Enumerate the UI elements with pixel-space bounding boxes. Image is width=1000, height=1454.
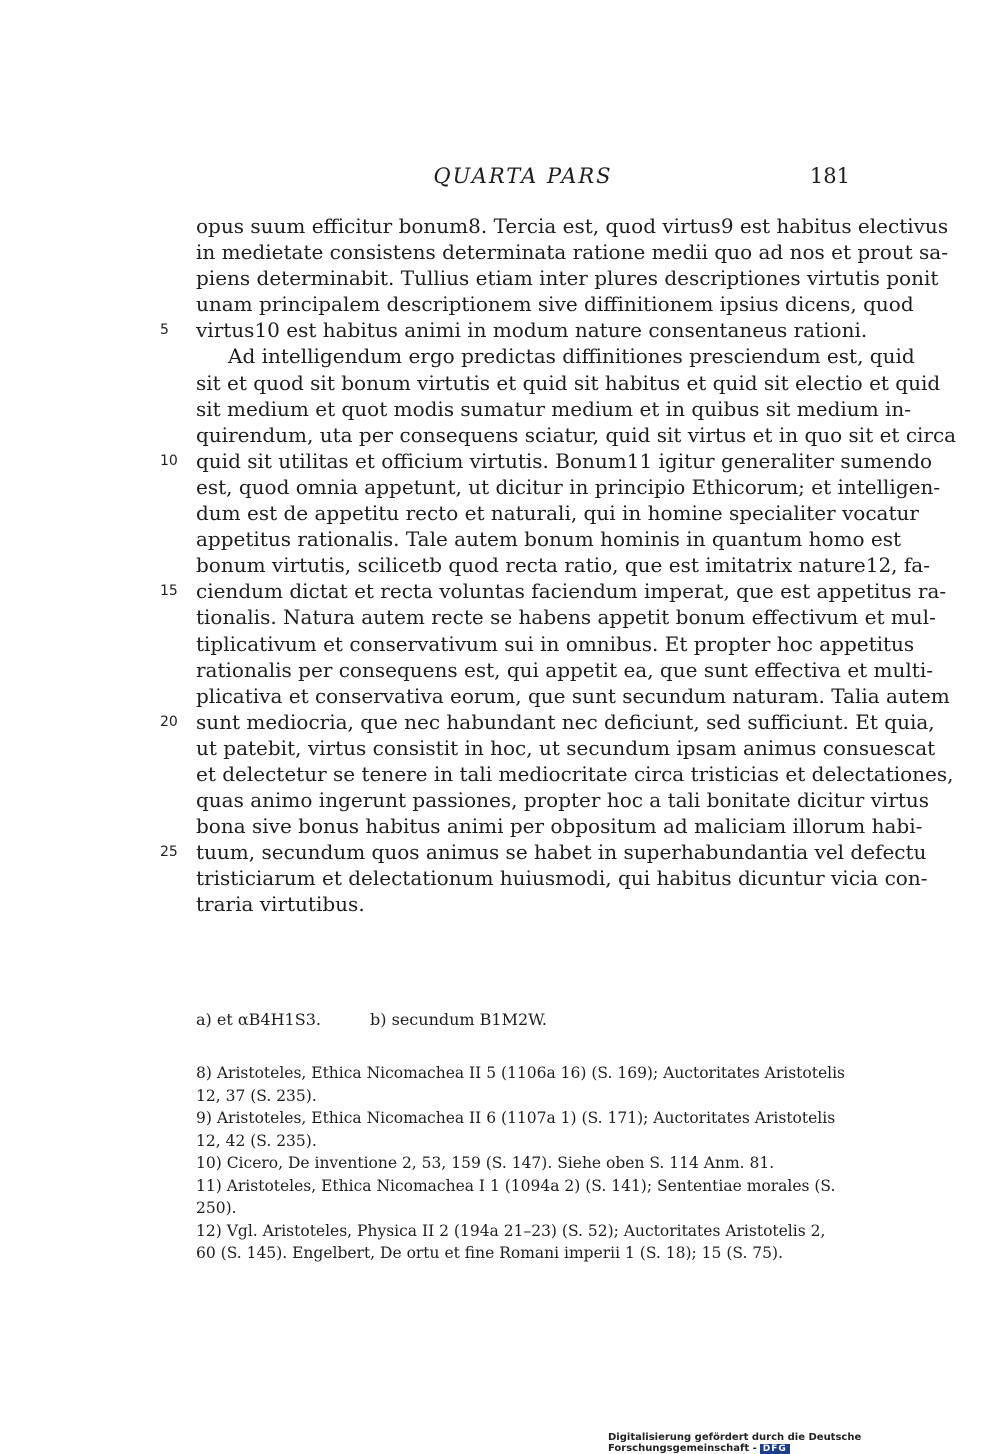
text-line: [196, 422, 957, 448]
line-text: tristiciarum et delectationum huiusmodi, qui habitus dicuntur vicia con-: [196, 866, 928, 891]
page-number: 181: [809, 164, 850, 188]
text-line: [196, 604, 936, 630]
line-text: tiplicativum et conservativum sui in omnibus. Et propter hoc appetitus: [196, 631, 915, 656]
main-text: [160, 213, 957, 918]
line-text: quid sit utilitas et officium virtutis. Bonum11 igitur generaliter sumendo: [196, 448, 933, 473]
line-text: rationalis per consequens est, qui appetit ea, que sunt effectiva et multi-: [196, 657, 933, 682]
text-line: [196, 552, 930, 578]
running-head: [196, 164, 850, 194]
text-line: [196, 396, 912, 422]
line-number: 25: [160, 844, 178, 861]
dfg-logo: DFG: [760, 1444, 790, 1454]
line-text: virtus10 est habitus animi in modum nature consentaneus rationi.: [196, 318, 868, 343]
line-text: et delectetur se tenere in tali mediocritate circa tristicias et delectationes,: [196, 761, 954, 786]
footnote: 10) Cicero, De inventione 2, 53, 159 (S. 147). Siehe oben S. 114 Anm. 81.: [196, 1154, 775, 1172]
text-line: [160, 317, 868, 343]
line-text: Ad intelligendum ergo predictas diffinitiones presciendum est, quid: [228, 344, 915, 369]
line-text: opus suum efficitur bonum8. Tercia est, quod virtus9 est habitus electivus: [196, 214, 949, 238]
line-text: sit et quod sit bonum virtutis et quid sit habitus et quid sit electio et quid: [196, 370, 941, 395]
text-line: [160, 448, 933, 474]
line-text: traria virtutibus.: [196, 892, 365, 917]
line-text: quas animo ingerunt passiones, propter hoc a tali bonitate dicitur virtus: [196, 788, 930, 813]
line-text: piens determinabit. Tullius etiam inter plures descriptiones virtutis ponit: [196, 266, 939, 291]
text-line: [196, 500, 919, 526]
running-title: QUARTA PARS: [433, 164, 613, 188]
line-text: unam principalem descriptionem sive diffinitionem ipsius dicens, quod: [196, 292, 914, 317]
line-text: est, quod omnia appetunt, ut dicitur in principio Ethicorum; et intelligen-: [196, 474, 941, 499]
text-line: [196, 683, 950, 709]
text-line: [196, 787, 930, 813]
footer-text: Digitalisierung gefördert durch die Deutsche Forschungsgemeinschaft -: [608, 1432, 862, 1454]
line-text: bona sive bonus habitus animi per obpositum ad maliciam illorum habi-: [196, 814, 923, 839]
footnote: 9) Aristoteles, Ethica Nicomachea II 6 (1107a 1) (S. 171); Auctoritates Aristotelis 12, 42 (S. 235).: [196, 1109, 836, 1150]
text-line: [196, 891, 850, 917]
footnote: 12) Vgl. Aristoteles, Physica II 2 (194a 21–23) (S. 52); Auctoritates Aristotelis 2, 60 (S. 145). Engelbert, De ortu et fine Romani imperii 1 (S. 18); 15 (S. 75).: [196, 1221, 826, 1262]
apparatus-note-b: b) secundum B1M2W.: [370, 1010, 547, 1029]
line-text: sit medium et quot modis sumatur medium et in quibus sit medium in-: [196, 396, 912, 421]
text-line: [196, 343, 915, 369]
text-line: [160, 578, 947, 604]
line-number: 5: [160, 322, 169, 339]
line-number: 20: [160, 713, 178, 730]
text-line: [196, 813, 923, 839]
digitization-footer: [608, 1432, 1000, 1454]
text-line: [196, 865, 928, 891]
line-text: bonum virtutis, scilicetb quod recta ratio, que est imitatrix nature12, fa-: [196, 553, 930, 578]
line-text: appetitus rationalis. Tale autem bonum hominis in quantum homo est: [196, 527, 902, 552]
text-line: [196, 631, 915, 657]
text-line: [196, 657, 933, 683]
line-text: plicativa et conservativa eorum, que sunt secundum naturam. Talia autem: [196, 683, 950, 708]
line-number: 15: [160, 583, 178, 600]
text-line: [196, 761, 954, 787]
text-line: [160, 709, 935, 735]
line-text: in medietate consistens determinata ratione medii quo ad nos et prout sa-: [196, 240, 948, 265]
footnote: 8) Aristoteles, Ethica Nicomachea II 5 (1106a 16) (S. 169); Auctoritates Aristotelis 12, 37 (S. 235).: [196, 1064, 846, 1105]
line-number: 10: [160, 452, 178, 469]
text-line: [196, 474, 941, 500]
text-line: [196, 370, 941, 396]
apparatus-note-a: a) et αB4H1S3.: [196, 1010, 321, 1029]
line-text: ciendum dictat et recta voluntas faciendum imperat, que est appetitus ra-: [196, 579, 947, 604]
footnotes: [196, 1062, 850, 1265]
text-line: [160, 839, 927, 865]
text-line: [196, 239, 948, 265]
line-text: dum est de appetitu recto et naturali, qui in homine specialiter vocatur: [196, 501, 919, 526]
line-text: sunt mediocria, que nec habundant nec deficiunt, sed sufficiunt. Et quia,: [196, 709, 935, 734]
text-line: [196, 735, 936, 761]
text-line: [196, 526, 902, 552]
critical-apparatus: [196, 1010, 591, 1029]
line-text: ut patebit, virtus consistit in hoc, ut secundum ipsam animus consuescat: [196, 735, 936, 760]
line-text: quirendum, uta per consequens sciatur, quid sit virtus et in quo sit et circa: [196, 422, 957, 447]
text-line: [196, 291, 914, 317]
footnote: 11) Aristoteles, Ethica Nicomachea I 1 (1094a 2) (S. 141); Sententiae morales (S. 250).: [196, 1176, 836, 1217]
text-line: [196, 213, 949, 239]
text-line: [196, 265, 939, 291]
line-text: tuum, secundum quos animus se habet in superhabundantia vel defectu: [196, 840, 927, 865]
line-text: tionalis. Natura autem recte se habens appetit bonum effectivum et mul-: [196, 605, 936, 630]
